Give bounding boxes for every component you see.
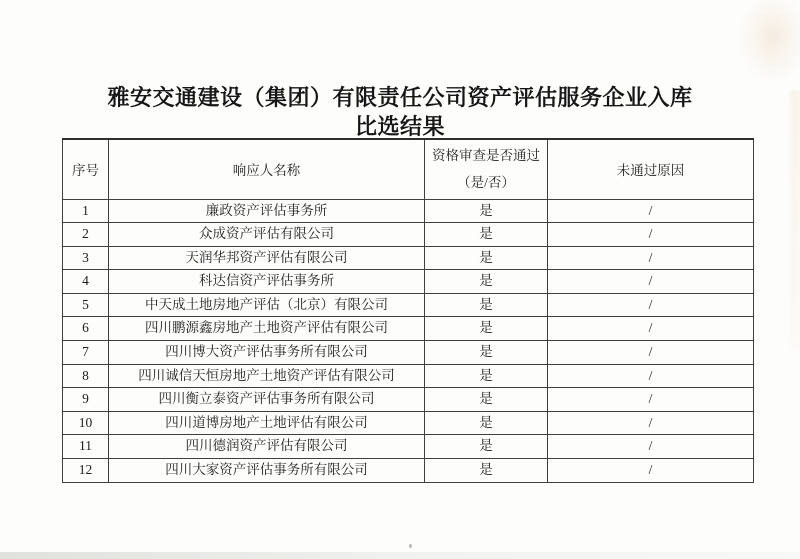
row-number: 5	[63, 293, 109, 317]
fail-reason: /	[548, 388, 754, 412]
qualification-passed: 是	[425, 317, 548, 341]
qualification-passed: 是	[425, 459, 548, 483]
row-number: 6	[63, 317, 109, 341]
header-respondent-name: 响应人名称	[109, 139, 425, 199]
table-body	[63, 199, 754, 482]
table-row	[63, 199, 754, 223]
document-title-line1: 雅安交通建设（集团）有限责任公司资产评估服务企业入库	[107, 85, 693, 110]
header-qualification-stack	[427, 147, 545, 191]
table-row	[63, 364, 754, 388]
qualification-passed: 是	[425, 341, 548, 365]
scan-speck-artifact	[409, 544, 412, 548]
qualification-passed: 是	[425, 246, 548, 270]
table-row	[63, 388, 754, 412]
results-table	[62, 138, 754, 483]
row-number: 2	[63, 223, 109, 247]
respondent-name: 天润华邦资产评估有限公司	[109, 246, 425, 270]
fail-reason: /	[548, 435, 754, 459]
qualification-passed: 是	[425, 270, 548, 294]
fail-reason: /	[548, 293, 754, 317]
table-row	[63, 435, 754, 459]
table-row	[63, 459, 754, 483]
header-qualification-line2: （是/否）	[457, 175, 515, 191]
table-row	[63, 270, 754, 294]
fail-reason: /	[548, 364, 754, 388]
row-number: 8	[63, 364, 109, 388]
fail-reason: /	[548, 270, 754, 294]
respondent-name: 众成资产评估有限公司	[109, 223, 425, 247]
fail-reason: /	[548, 199, 754, 223]
row-number: 10	[63, 411, 109, 435]
respondent-name: 四川博大资产评估事务所有限公司	[109, 341, 425, 365]
scan-bottom-edge-artifact	[0, 552, 800, 559]
fail-reason: /	[548, 223, 754, 247]
table-row	[63, 223, 754, 247]
header-qualification-check	[425, 139, 548, 199]
respondent-name: 四川鹏源鑫房地产土地资产评估有限公司	[109, 317, 425, 341]
fail-reason: /	[548, 317, 754, 341]
respondent-name: 四川道博房地产土地评估有限公司	[109, 411, 425, 435]
fail-reason: /	[548, 246, 754, 270]
fail-reason: /	[548, 459, 754, 483]
table-row	[63, 293, 754, 317]
table-row	[63, 246, 754, 270]
respondent-name: 科达信资产评估事务所	[109, 270, 425, 294]
table-header-row	[63, 139, 754, 199]
respondent-name: 四川诚信天恒房地产土地资产评估有限公司	[109, 364, 425, 388]
respondent-name: 廉政资产评估事务所	[109, 199, 425, 223]
header-serial-number: 序号	[63, 139, 109, 199]
respondent-name: 中天成土地房地产评估（北京）有限公司	[109, 293, 425, 317]
qualification-passed: 是	[425, 223, 548, 247]
row-number: 11	[63, 435, 109, 459]
qualification-passed: 是	[425, 411, 548, 435]
respondent-name: 四川衡立泰资产评估事务所有限公司	[109, 388, 425, 412]
qualification-passed: 是	[425, 435, 548, 459]
header-qualification-line1: 资格审查是否通过	[432, 148, 540, 164]
fail-reason: /	[548, 341, 754, 365]
document-title-line2: 比选结果	[354, 114, 445, 139]
scan-smudge-artifact	[738, 0, 800, 85]
qualification-passed: 是	[425, 388, 548, 412]
row-number: 3	[63, 246, 109, 270]
row-number: 4	[63, 270, 109, 294]
table-row	[63, 341, 754, 365]
qualification-passed: 是	[425, 364, 548, 388]
row-number: 12	[63, 459, 109, 483]
row-number: 1	[63, 199, 109, 223]
respondent-name: 四川大家资产评估事务所有限公司	[109, 459, 425, 483]
row-number: 7	[63, 341, 109, 365]
table-row	[63, 317, 754, 341]
row-number: 9	[63, 388, 109, 412]
qualification-passed: 是	[425, 293, 548, 317]
document-title	[0, 83, 800, 141]
fail-reason: /	[548, 411, 754, 435]
table-row	[63, 411, 754, 435]
header-fail-reason: 未通过原因	[548, 139, 754, 199]
qualification-passed: 是	[425, 199, 548, 223]
respondent-name: 四川德润资产评估有限公司	[109, 435, 425, 459]
